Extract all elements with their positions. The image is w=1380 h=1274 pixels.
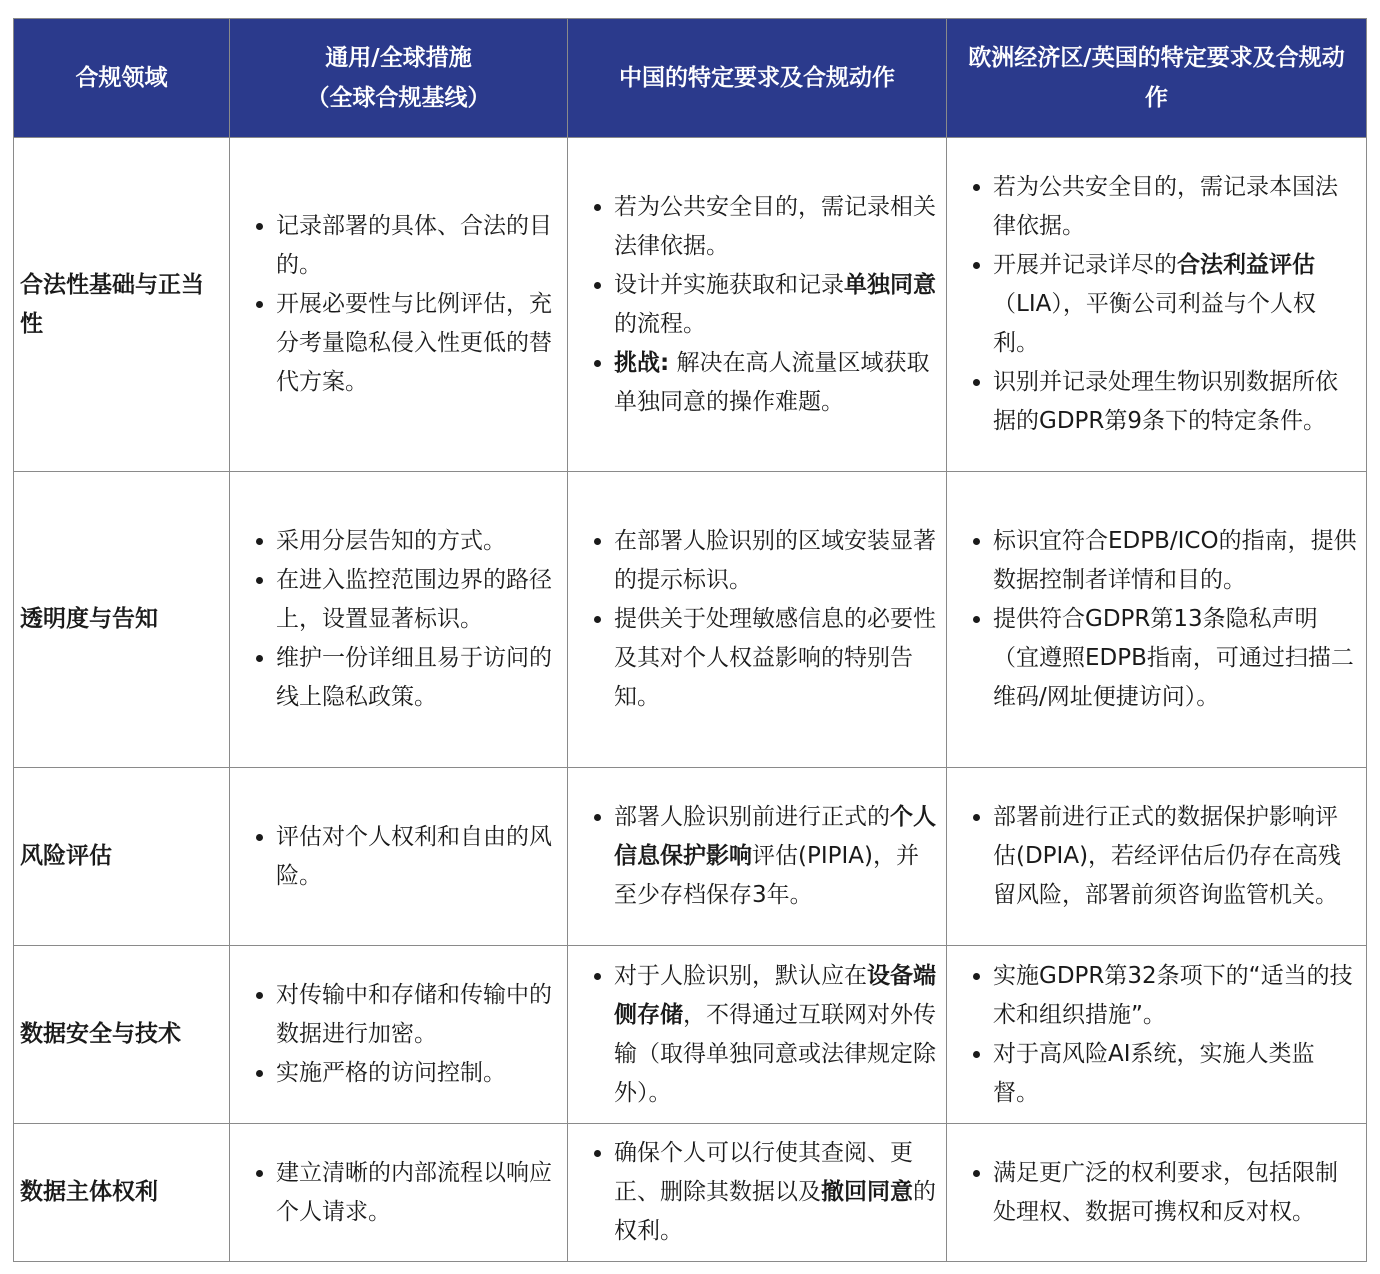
china-requirements-list [568,798,946,915]
global-measures-list [230,1154,567,1232]
table-body [14,138,1367,1262]
list-item: • 若为公共安全目的，需记录相关法律依据。 [614,188,938,266]
list-item: • 若为公共安全目的，需记录本国法律依据。 [993,168,1358,246]
list-item: • 建立清晰的内部流程以响应个人请求。 [276,1154,559,1232]
table-row [14,946,1367,1124]
global-measures-cell [230,946,568,1124]
global-measures-list [230,207,567,402]
list-item: • 对传输中和存储和传输中的数据进行加密。 [276,976,559,1054]
eea-uk-requirements-list [947,957,1366,1113]
header-global-measures-text: 通用/全球措施 （全球合规基线） [306,45,491,111]
china-requirements-cell [568,138,947,472]
global-measures-list [230,976,567,1093]
emphasis-text: 撤回同意 [821,1179,913,1205]
list-item: • 提供关于处理敏感信息的必要性及其对个人权益影响的特别告知。 [614,600,938,717]
compliance-area-cell: 数据安全与技术 [14,946,230,1124]
list-item: • 实施GDPR第32条项下的“适当的技术和组织措施”。 [993,957,1358,1035]
eea-uk-requirements-list [947,798,1366,915]
list-item: • 挑战: 解决在高人流量区域获取单独同意的操作难题。 [614,344,938,422]
list-item: • 开展并记录详尽的合法利益评估（LIA），平衡公司利益与个人权利。 [993,246,1358,363]
list-item: • 识别并记录处理生物识别数据所依据的GDPR第9条下的特定条件。 [993,363,1358,441]
emphasis-text: 单独同意 [844,271,936,298]
list-item: • 部署人脸识别前进行正式的个人信息保护影响评估(PIPIA)，并至少存档保存3年。 [614,798,938,915]
list-item: • 采用分层告知的方式。 [276,522,559,561]
table-row [14,768,1367,946]
list-item: • 对于人脸识别，默认应在设备端侧存储，不得通过互联网对外传输（取得单独同意或法律规定除外）。 [614,957,938,1113]
china-requirements-cell [568,946,947,1124]
compliance-area-cell: 透明度与告知 [14,472,230,768]
eea-uk-requirements-list [947,168,1366,441]
table-row [14,1124,1367,1262]
table-row [14,138,1367,472]
list-item: • 在进入监控范围边界的路径上，设置显著标识。 [276,561,559,639]
header-china-requirements: 中国的特定要求及合规动作 [568,19,947,138]
eea-uk-requirements-cell [947,946,1367,1124]
eea-uk-requirements-cell [947,768,1367,946]
table-header-row [14,19,1367,138]
table-row [14,472,1367,768]
eea-uk-requirements-list [947,522,1366,717]
list-item: • 确保个人可以行使其查阅、更正、删除其数据以及撤回同意的权利。 [614,1134,938,1251]
list-item: • 部署前进行正式的数据保护影响评估(DPIA)，若经评估后仍存在高残留风险，部署前须咨询监管机关。 [993,798,1358,915]
eea-uk-requirements-cell [947,138,1367,472]
list-item: • 记录部署的具体、合法的目的。 [276,207,559,285]
eea-uk-requirements-list [947,1154,1366,1232]
compliance-area-cell: 风险评估 [14,768,230,946]
list-item: • 评估对个人权利和自由的风险。 [276,818,559,896]
list-item: • 满足更广泛的权利要求，包括限制处理权、数据可携权和反对权。 [993,1154,1358,1232]
emphasis-text: 个人信息保护影响 [614,804,936,869]
compliance-area-cell: 合法性基础与正当性 [14,138,230,472]
list-item: • 维护一份详细且易于访问的线上隐私政策。 [276,639,559,717]
china-requirements-cell [568,1124,947,1262]
emphasis-text: 合法利益评估 [1177,252,1315,278]
eea-uk-requirements-cell [947,472,1367,768]
emphasis-text: 设备端侧存储 [614,962,936,1028]
header-compliance-area: 合规领域 [14,19,230,138]
global-measures-list [230,522,567,717]
list-item: • 实施严格的访问控制。 [276,1054,559,1093]
compliance-area-cell: 数据主体权利 [14,1124,230,1262]
list-item: • 开展必要性与比例评估，充分考量隐私侵入性更低的替代方案。 [276,285,559,402]
china-requirements-list [568,188,946,422]
header-eea-uk-requirements: 欧洲经济区/英国的特定要求及合规动作 [947,19,1367,138]
china-requirements-cell [568,768,947,946]
list-item: • 对于高风险AI系统，实施人类监督。 [993,1035,1358,1113]
global-measures-cell [230,138,568,472]
global-measures-cell [230,472,568,768]
china-requirements-list [568,1134,946,1251]
compliance-table [13,18,1367,1262]
china-requirements-cell [568,472,947,768]
list-item: • 在部署人脸识别的区域安装显著的提示标识。 [614,522,938,600]
china-requirements-list [568,522,946,717]
global-measures-list [230,818,567,896]
header-global-measures [230,19,568,138]
list-item: • 设计并实施获取和记录单独同意的流程。 [614,266,938,344]
list-item: • 提供符合GDPR第13条隐私声明（宜遵照EDPB指南，可通过扫描二维码/网址便捷访问）。 [993,600,1358,717]
emphasis-text: 挑战: [614,349,670,376]
eea-uk-requirements-cell [947,1124,1367,1262]
global-measures-cell [230,768,568,946]
list-item: • 标识宜符合EDPB/ICO的指南，提供数据控制者详情和目的。 [993,522,1358,600]
global-measures-cell [230,1124,568,1262]
china-requirements-list [568,957,946,1113]
